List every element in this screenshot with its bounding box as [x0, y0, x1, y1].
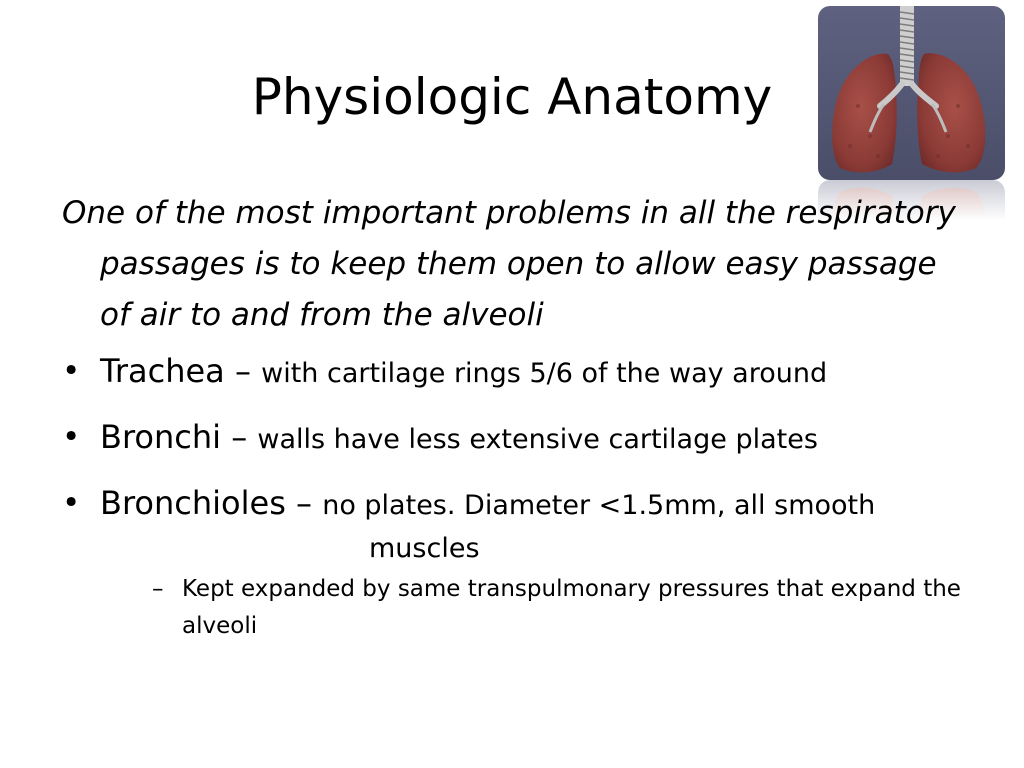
- bullet-description: no plates. Diameter <1.5mm, all smooth: [322, 490, 876, 521]
- bullet-bronchi: [62, 413, 962, 467]
- bullet-marker: •: [62, 353, 81, 389]
- sub-bullet: [100, 571, 962, 645]
- sub-bullet-text: Kept expanded by same transpulmonary pressures that expand the alveoli: [182, 576, 961, 639]
- bullet-description-continuation: muscles: [369, 533, 480, 564]
- slide-title: Physiologic Anatomy: [251, 68, 773, 126]
- bullet-bronchioles: [62, 479, 962, 645]
- sub-bullet-marker: –: [152, 576, 164, 602]
- bullet-term: Bronchioles –: [100, 484, 323, 522]
- lungs-icon: [818, 6, 1005, 180]
- bullet-marker: •: [62, 485, 81, 521]
- bullet-list: [62, 347, 962, 645]
- bullet-trachea: [62, 347, 962, 401]
- slide-body: [62, 188, 962, 657]
- bullet-description: with cartilage rings 5/6 of the way around: [261, 358, 828, 389]
- bullet-description: walls have less extensive cartilage plates: [257, 424, 818, 455]
- bullet-term: Trachea –: [100, 352, 262, 390]
- bullet-marker: •: [62, 419, 81, 455]
- bullet-term: Bronchi –: [100, 418, 258, 456]
- intro-paragraph: One of the most important problems in all the respiratory passages is to keep them open to allow easy passage of air to and from the alveoli: [62, 195, 956, 333]
